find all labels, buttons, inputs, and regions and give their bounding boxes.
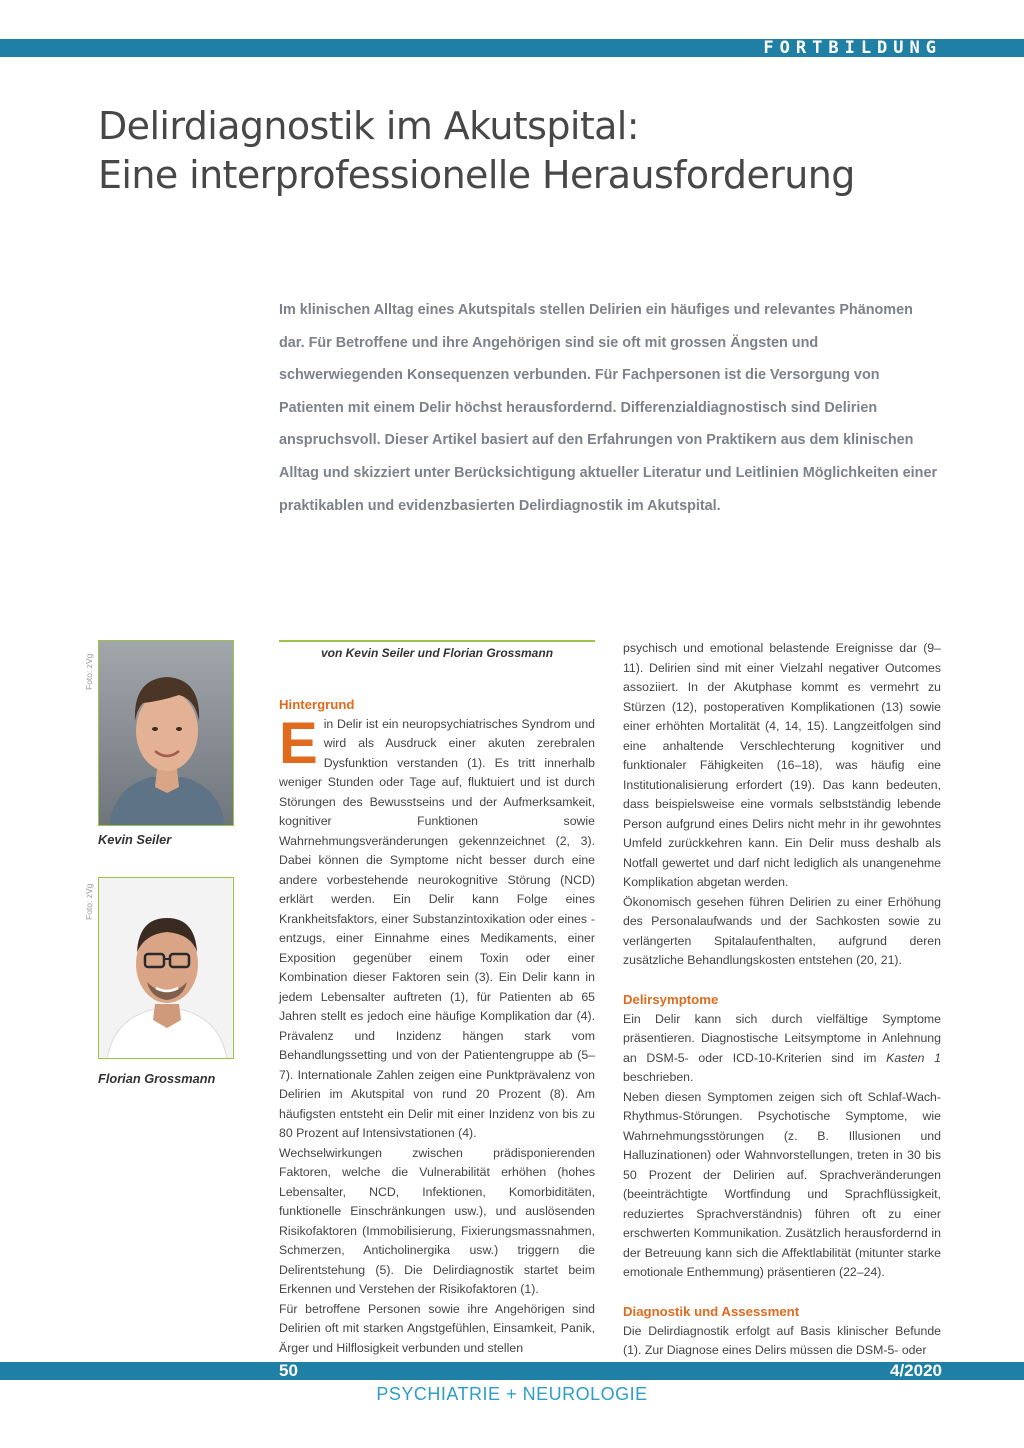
paragraph-symptoms-more: Neben diesen Symptomen zeigen sich oft Schlaf-Wach-Rhythmus-Störungen. Psychotische Symptome, wie Wahrnehmungsstörungen (z. B. Illusionen und Halluzinationen) oder Wahnvorstellungen, treten in 30 bis 50 Prozent der Delirien auf. Sprachveränderungen (beeinträchtigte Wortfindung und Sprachflüssigkeit, reduziertes Sprachverständnis) führen oft zu einer erschwerten Kommunikation. Zusätzlich herausfordernd in der Betreuung kann sich die Affektlabilität (mitunter starke emotionale Enthemmung) präsentieren (22–24). — [623, 1089, 941, 1279]
title-line-1: Delirdiagnostik im Akutspital: — [98, 104, 639, 148]
footer-bar — [0, 1362, 1024, 1380]
paragraph-outcomes: psychisch und emotional belastende Ereignisse dar (9–11). Delirien sind mit einer Vielzahl negativer Outcomes assoziiert. In der Akutphase kommt es vermehrt zu Stürzen (12), postoperativen Komplikationen (13) sowie einer erhöhten Mortalität (4, 14, 15). Langzeitfolgen sind eine anhaltende Verschlechterung kognitiver und funktionaler Fähigkeiten (16–18), was häufig eine Institutionalisierung erfordert (19). Das kann bedeuten, dass beispielsweise eine vormals selbstständig lebende Person aufgrund eines Delirs nicht mehr in ihr gewohntes Umfeld zurückkehren kann. Ein Delir muss deshalb als Notfall gewertet und darf nicht lediglich als unangenehme Komplikation abgetan werden. — [623, 641, 941, 889]
photo-caption-2: Florian Grossmann — [98, 1071, 216, 1086]
paragraph-economics: Ökonomisch gesehen führen Delirien zu einer Erhöhung des Personalaufwands und der Sachkosten sowie zu verlängerten Spitalaufenthalten, aufgrund deren zusätzliche Behandlungskosten entstehen (20, 21). — [623, 894, 941, 967]
photo-credit-1: Foto: zVg — [84, 653, 94, 690]
title-line-2: Eine interprofessionelle Herausforderung — [98, 153, 855, 197]
lead-paragraph: Im klinischen Alltag eines Akutspitals stellen Delirien ein häufiges und relevantes Phänomen dar. Für Betroffene und ihre Angehörigen sind sie oft mit grossen Ängsten und schwerwiegenden Konsequenzen verbunden. Für Fachpersonen ist die Versorgung von Patienten mit einem Delir höchst herausfordernd. Differenzialdiagnostisch sind Delirien anspruchsvoll. Dieser Artikel basiert auf den Erfahrungen von Praktikern aus dem klinischen Alltag und skizziert unter Berücksichtigung aktueller Literatur und Leitlinien Möglichkeiten einer praktikablen und evidenzbasierten Delirdiagnostik im Akutspital. — [279, 302, 938, 514]
kasten-reference: Kasten 1 — [886, 1050, 941, 1065]
page-number: 50 — [279, 1361, 298, 1380]
heading-hintergrund: Hintergrund — [279, 697, 355, 712]
section-label: FORTBILDUNG — [763, 38, 942, 58]
paragraph-affected-persons: Für betroffene Personen sowie ihre Angehörigen sind Delirien oft mit starken Angstgefühlen, Einsamkeit, Panik, Ärger und Hilflosigkeit verbunden und stellen — [279, 1301, 595, 1355]
author-photo-florian-grossmann — [98, 877, 234, 1059]
paragraph-intro-text: in Delir ist ein neuropsychiatrisches Syndrom und wird als Ausdruck einer akuten zerebralen Dysfunktion verstanden (1). Es tritt innerhalb weniger Stunden oder Tage auf, fluktuiert und ist durch Störungen des Bewusstseins und der Aufmerksamkeit, kognitiver Funktionen sowie Wahrnehmungsveränderungen gekennzeichnet (2, 3). Dabei können die Symptome nicht besser durch eine andere vorbestehende neurokognitive Störung (NCD) erklärt werden. Ein Delir kann Folge eines Krankheitsfaktors, einer Substanzintoxikation oder eines -entzugs, einer Einnahme eines Medikaments, einer Exposition gegenüber einem Toxin oder einer Kombination dieser Faktoren sein (3). Ein Delir kann in jedem Lebensalter auftreten (1), für Patienten ab 65 Jahren stellt es jedoch eine häufige Komplikation dar (4). Prävalenz und Inzidenz hängen stark vom Behandlungssetting und von der Patientengruppe ab (5–7). Internationale Zahlen zeigen eine Punktprävalenz von Delirien im Akutspital von rund 20 Prozent (8). Am häufigsten entsteht ein Delir mit einer Inzidenz von bis zu 80 Prozent auf Intensivstationen (4). — [279, 716, 595, 1140]
byline-rule — [279, 640, 595, 642]
byline: von Kevin Seiler und Florian Grossmann — [320, 646, 554, 660]
drop-cap: E — [279, 710, 318, 776]
photo-caption-1: Kevin Seiler — [98, 832, 172, 847]
heading-diagnostik: Diagnostik und Assessment — [623, 1304, 800, 1319]
portrait-1-image — [99, 641, 234, 826]
photo-credit-2: Foto: zVg — [84, 883, 94, 920]
paragraph-symptoms: Ein Delir kann sich durch vielfältige Symptome präsentieren. Diagnostische Leitsymptome in Anlehnung an DSM-5- oder ICD-10-Kriterien sind im Kasten 1 beschrieben. — [623, 1011, 941, 1084]
portrait-2-image — [99, 878, 234, 1059]
paragraph-diagnostics: Die Delirdiagnostik erfolgt auf Basis klinischer Befunde (1). Zur Diagnose eines Delirs müssen die DSM-5- oder — [623, 1323, 941, 1357]
heading-delirsymptome: Delirsymptome — [623, 992, 719, 1007]
issue-number: 4/2020 — [890, 1361, 942, 1380]
article-title — [98, 102, 918, 200]
author-photo-kevin-seiler — [98, 640, 234, 826]
journal-name: PSYCHIATRIE + NEUROLOGIE — [376, 1384, 648, 1404]
text-column-2 — [623, 639, 941, 1361]
paragraph-intro — [279, 710, 595, 1144]
paragraph-risk-factors: Wechselwirkungen zwischen prädisponierenden Faktoren, welche die Vulnerabilität erhöhen (hohes Lebensalter, NCD, Infektionen, Komorbiditäten, funktionelle Einschränkungen usw.), und auslösenden Risikofaktoren (Immobilisierung, Fixierungsmassnahmen, Schmerzen, Anticholinergika usw.) triggern die Delirentstehung (5). Die Delirdiagnostik startet beim Erkennen und Verstehen der Risikofaktoren (1). — [279, 1145, 595, 1296]
text-column-1 — [279, 695, 595, 1358]
